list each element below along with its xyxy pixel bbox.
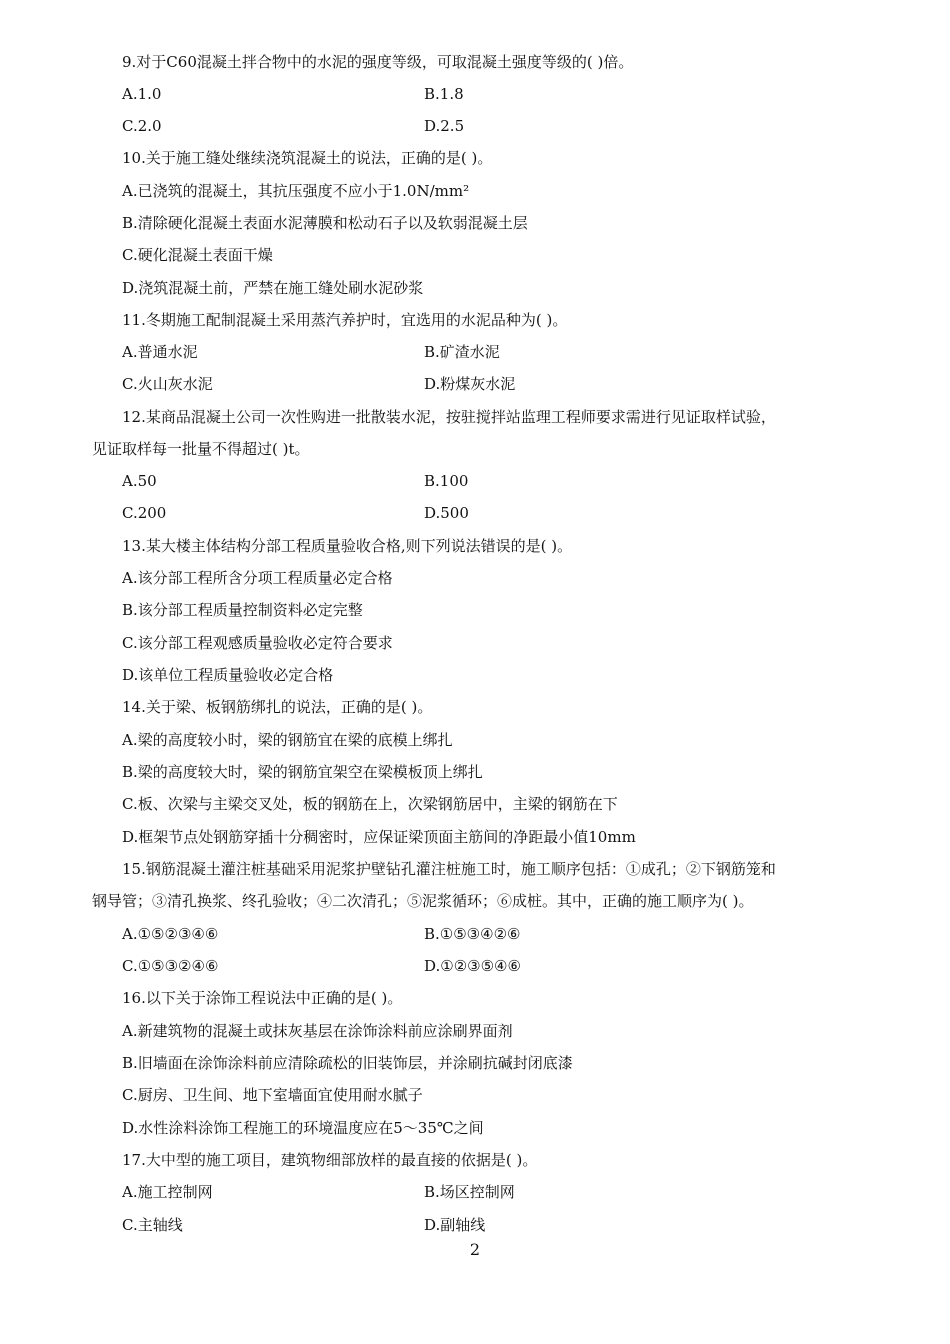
question-10-option-b: B.清除硬化混凝土表面水泥薄膜和松动石子以及软弱混凝土层 <box>122 214 528 232</box>
question-11-option-a: A.普通水泥 <box>122 343 198 361</box>
question-10-stem: 10.关于施工缝处继续浇筑混凝土的说法，正确的是( )。 <box>122 149 493 167</box>
question-13-stem: 13.某大楼主体结构分部工程质量验收合格,则下列说法错误的是( )。 <box>122 537 573 555</box>
question-13-option-c: C.该分部工程观感质量验收必定符合要求 <box>122 634 393 652</box>
question-12-option-b: B.100 <box>424 472 469 490</box>
question-14-option-c: C.板、次梁与主梁交叉处，板的钢筋在上，次梁钢筋居中，主梁的钢筋在下 <box>122 795 618 813</box>
question-16-option-c: C.厨房、卫生间、地下室墙面宜使用耐水腻子 <box>122 1086 423 1104</box>
question-9-option-c: C.2.0 <box>122 117 162 135</box>
question-9-options-row-2 <box>0 110 950 142</box>
question-13-option-d: D.该单位工程质量验收必定合格 <box>122 666 334 684</box>
question-16-stem: 16.以下关于涂饰工程说法中正确的是( )。 <box>122 989 403 1007</box>
question-10-option-c: C.硬化混凝土表面干燥 <box>122 246 273 264</box>
question-11-options-row-1 <box>0 336 950 368</box>
question-11-stem: 11.冬期施工配制混凝土采用蒸汽养护时，宜选用的水泥品种为( )。 <box>122 311 568 329</box>
question-11-option-b: B.矿渣水泥 <box>424 343 500 361</box>
question-9-stem: 9.对于C60混凝土拌合物中的水泥的强度等级，可取混凝土强度等级的( )倍。 <box>122 53 634 71</box>
question-14-option-b: B.梁的高度较大时，梁的钢筋宜架空在梁模板顶上绑扎 <box>122 763 483 781</box>
question-16-option-a: A.新建筑物的混凝土或抹灰基层在涂饰涂料前应涂刷界面剂 <box>122 1022 513 1040</box>
question-12-stem-continued: 见证取样每一批量不得超过( )t。 <box>92 440 310 458</box>
question-13-option-a: A.该分部工程所含分项工程质量必定合格 <box>122 569 393 587</box>
question-17-stem: 17.大中型的施工项目，建筑物细部放样的最直接的依据是( )。 <box>122 1151 538 1169</box>
question-17-option-d: D.副轴线 <box>424 1216 486 1234</box>
question-11-option-c: C.火山灰水泥 <box>122 375 213 393</box>
page-number: 2 <box>469 1240 481 1259</box>
question-15-stem: 15.钢筋混凝土灌注桩基础采用泥浆护壁钻孔灌注桩施工时，施工顺序包括：①成孔；②下钢筋笼和 <box>122 860 776 878</box>
question-12-options-row-1 <box>0 465 950 497</box>
question-12-stem: 12.某商品混凝土公司一次性购进一批散装水泥，按驻搅拌站监理工程师要求需进行见证取样试验， <box>122 408 776 426</box>
question-15-option-b: B.①⑤③④②⑥ <box>424 925 521 943</box>
question-15-options-row-1 <box>0 918 950 950</box>
question-12-options-row-2 <box>0 497 950 529</box>
question-17-options-row-1 <box>0 1176 950 1208</box>
question-17-options-row-2 <box>0 1209 950 1241</box>
question-14-stem: 14.关于梁、板钢筋绑扎的说法，正确的是( )。 <box>122 698 433 716</box>
question-14-option-a: A.梁的高度较小时，梁的钢筋宜在梁的底模上绑扎 <box>122 731 453 749</box>
question-15-option-c: C.①⑤③②④⑥ <box>122 957 219 975</box>
question-12-option-c: C.200 <box>122 504 167 522</box>
question-17-option-c: C.主轴线 <box>122 1216 183 1234</box>
question-11-options-row-2 <box>0 368 950 400</box>
question-10-option-a: A.已浇筑的混凝土，其抗压强度不应小于1.0N/mm² <box>122 182 470 200</box>
question-9-option-d: D.2.5 <box>424 117 465 135</box>
question-17-option-b: B.场区控制网 <box>424 1183 515 1201</box>
question-9-option-a: A.1.0 <box>122 85 162 103</box>
question-16-option-b: B.旧墙面在涂饰涂料前应清除疏松的旧装饰层，并涂刷抗碱封闭底漆 <box>122 1054 573 1072</box>
question-13-option-b: B.该分部工程质量控制资料必定完整 <box>122 601 363 619</box>
question-12-option-a: A.50 <box>122 472 157 490</box>
question-15-options-row-2 <box>0 950 950 982</box>
question-17-option-a: A.施工控制网 <box>122 1183 213 1201</box>
question-12-option-d: D.500 <box>424 504 469 522</box>
question-15-stem-continued: 钢导管；③清孔换浆、终孔验收；④二次清孔；⑤泥浆循环；⑥成桩。其中，正确的施工顺序为( )。 <box>92 892 754 910</box>
question-9-options-row-1 <box>0 78 950 110</box>
question-14-option-d: D.框架节点处钢筋穿插十分稠密时，应保证梁顶面主筋间的净距最小值10mm <box>122 828 636 846</box>
question-16-option-d: D.水性涂料涂饰工程施工的环境温度应在5～35℃之间 <box>122 1119 484 1137</box>
question-9-option-b: B.1.8 <box>424 85 464 103</box>
question-15-option-a: A.①⑤②③④⑥ <box>122 925 219 943</box>
question-11-option-d: D.粉煤灰水泥 <box>424 375 516 393</box>
question-10-option-d: D.浇筑混凝土前，严禁在施工缝处刷水泥砂浆 <box>122 279 424 297</box>
question-15-option-d: D.①②③⑤④⑥ <box>424 957 521 975</box>
